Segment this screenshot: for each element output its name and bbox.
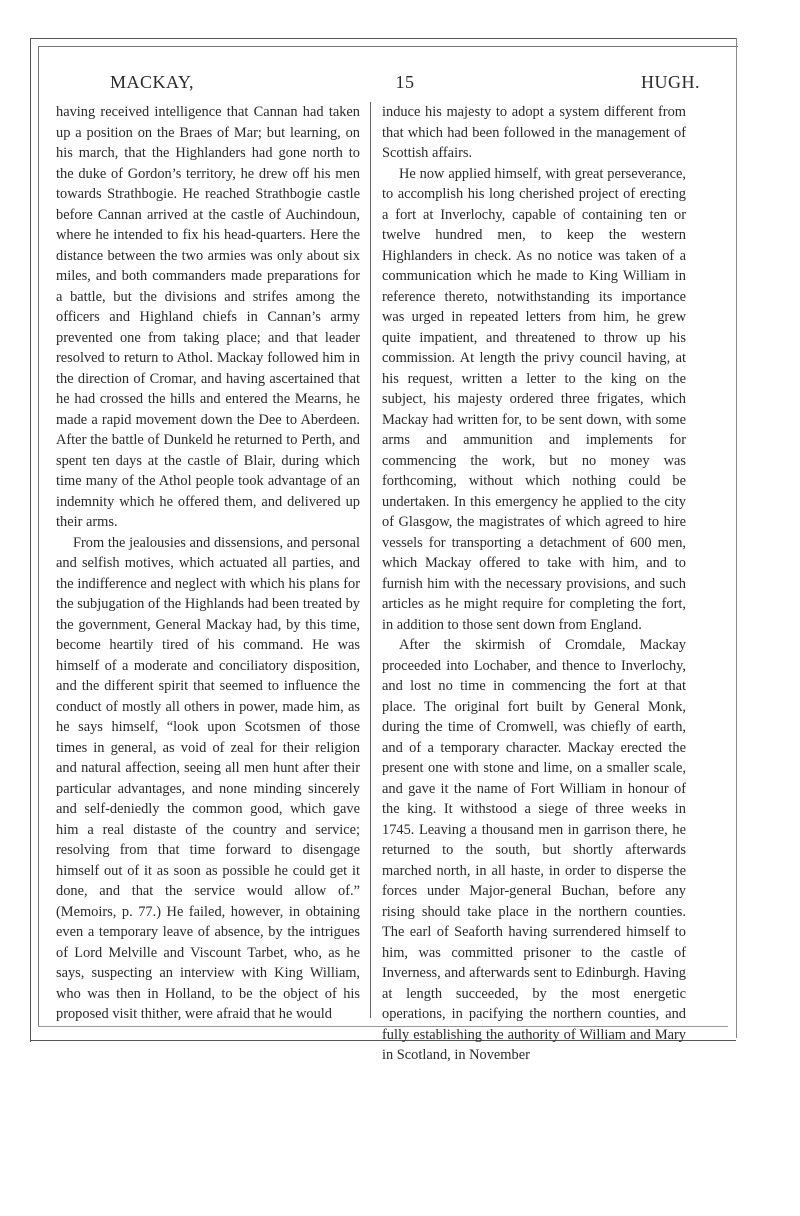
- paragraph: induce his majesty to adopt a system different from that which had been followed in the management of Scottish affairs.: [382, 104, 686, 161]
- right-column: [382, 102, 686, 1066]
- page-border-top: [30, 38, 736, 39]
- page-border-right: [736, 38, 737, 1038]
- paragraph: having received intelligence that Cannan had taken up a position on the Braes of Mar; but learning, on his march, that the Highlanders had gone north to the duke of Gordon’s territory, he drew off his men towards Strathbogie. He reached Strathbogie castle before Cannan arrived at the castle of Auchindoun, where he intended to fix his head-quarters. Here the distance between the two armies was only about six miles, and both commanders made preparations for a battle, but the divisions and strifes among the officers and Highland chiefs in Cannan’s army prevented one from taking place; and that leader resolved to return to Athol. Mackay followed him in the direction of Cromar, and having ascertained that he had crossed the hills and entered the Mearns, he made a rapid movement down the Dee to Aberdeen. After the battle of Dunkeld he returned to Perth, and spent ten days at the castle of Blair, during which time many of the Athol people took advantage of an indemnity which he offered them, and delivered up their arms.: [56, 104, 360, 530]
- page-border-left: [30, 38, 31, 1042]
- page-border-top-inner: [38, 46, 738, 47]
- header-right: HUGH.: [641, 72, 700, 92]
- column-divider: [370, 102, 371, 1018]
- paragraph: From the jealousies and dissensions, and personal and selfish motives, which actuated all parties, and the indifference and neglect with which his plans for the subjugation of the Highlands had been treated by the government, General Mackay had, by this time, become heartily tired of his command. He was himself of a moderate and conciliatory disposition, and the different spirit that seemed to influence the conduct of mostly all others in power, made him, as he says himself, “look upon Scotsmen of those times in general, as void of zeal for their religion and natural affection, seeing all men hunt after their particular advantages, and none minding sincerely and self-deniedly the common good, which gave him a real distaste of the country and service; resolving from that time forward to disengage himself out of it as soon as possible he could get it done, and that the service would allow of.” (Memoirs, p. 77.) He failed, however, in obtaining even a temporary leave of absence, by the intrigues of Lord Melville and Viscount Tarbet, who, as he says, suspecting an interview with King William, who was then in Holland, to be the object of his proposed visit thither, were afraid that he would: [56, 534, 360, 1022]
- paragraph: He now applied himself, with great perseverance, to accomplish his long cherished project of erecting a fort at Inverlochy, capable of containing ten or twelve hundred men, to keep the western Highlanders in check. As no notice was taken of a communication which he made to King William in reference thereto, notwithstanding its importance was urged in repeated letters from him, he grew quite impatient, and threatened to throw up his commission. At length the privy council having, at his request, written a letter to the king on the subject, his majesty ordered three frigates, which Mackay had written for, to be sent down, with some arms and ammunition and implements for commencing the work, but no money was forthcoming, without which nothing could be undertaken. In this emergency he applied to the city of Glasgow, the magistrates of which agreed to hire vessels for transporting a detachment of 600 men, which Mackay offered to take with him, and to furnish him with the necessary provisions, and such articles as he might require for completing the fort, in addition to those sent down from England.: [382, 165, 686, 633]
- header-left: MACKAY,: [110, 72, 195, 92]
- page-border-left-inner: [38, 46, 39, 1026]
- page-number: 15: [395, 72, 415, 92]
- running-header: [110, 72, 700, 96]
- left-column: [56, 102, 360, 1025]
- paragraph: After the skirmish of Cromdale, Mackay proceeded into Lochaber, and thence to Inverlochy, and lost no time in commencing the fort at that place. The original fort built by General Monk, during the time of Cromwell, was chiefly of earth, and of a temporary character. Mackay erected the present one with stone and lime, on a smaller scale, and gave it the name of Fort William in honour of the king. It withstood a siege of three weeks in 1745. Leaving a thousand men in garrison there, he returned to the south, but shortly afterwards marched north, in all haste, in order to disperse the forces under Major-general Buchan, before any rising should take place in the northern counties. The earl of Seaforth having surrendered himself to him, was committed prisoner to the castle of Inverness, and afterwards sent to Edinburgh. Having at length succeeded, by the most energetic operations, in pacifying the northern counties, and fully establishing the authority of William and Mary in Scotland, in November: [382, 637, 686, 1063]
